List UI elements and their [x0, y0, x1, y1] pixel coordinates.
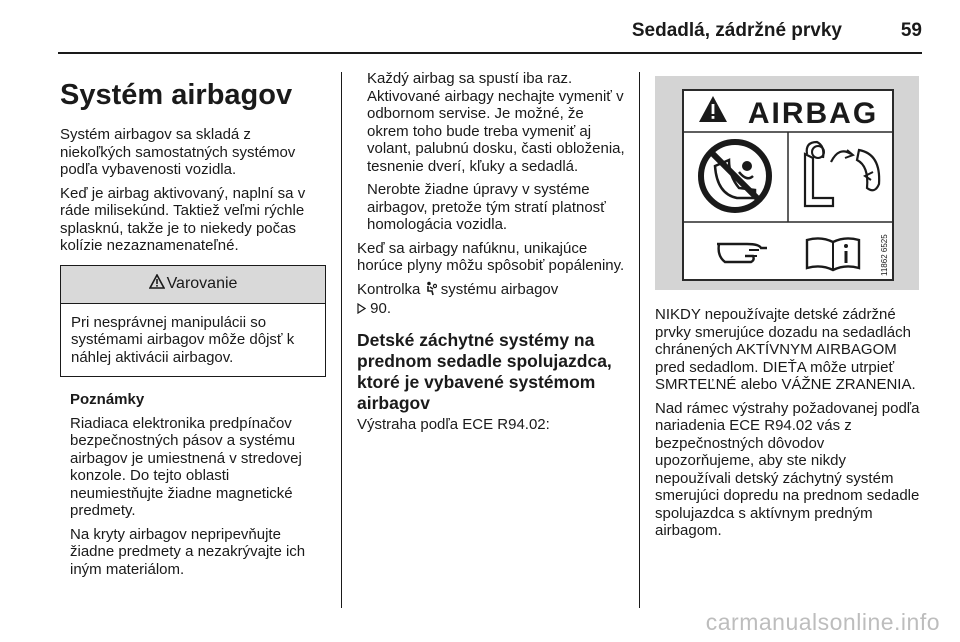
watermark: carmanualsonline.info — [705, 609, 940, 635]
airbag-warning-label-figure — [655, 76, 919, 290]
paragraph: Keď je airbag aktivovaný, naplní sa v ráde milisekúnd. Taktiež veľmi rýchle splasknú, takže je to niekedy počas kolízie nezaznamenateľné. — [60, 184, 306, 254]
warning-triangle-icon — [149, 274, 165, 294]
warning-body — [61, 304, 325, 377]
page-header — [0, 18, 960, 48]
paragraph: NIKDY nepoužívajte detské zádržné prvky smerujúce dozadu na sedadlách chránených AKTÍVNYM AIRBAGOM pred sedadlom. DIEŤA môže utrpieť SMRTEĽNÉ alebo VÁŽNE ZRANENIA. — [655, 306, 916, 393]
indented-block — [357, 70, 629, 234]
column-divider — [639, 72, 640, 608]
note-block — [60, 391, 326, 578]
paragraph: Výstraha podľa ECE R94.02: — [357, 415, 550, 433]
lamp-ref-suffix: systému airbagov — [440, 280, 559, 298]
note-paragraph: Na kryty airbagov nepripevňujte žiadne predmety a nezakrývajte ich iným materiálom. — [70, 525, 306, 578]
column-divider — [341, 72, 342, 608]
chapter-title: Sedadlá, zádržné prvky — [631, 20, 842, 41]
warning-label: Varovanie — [166, 275, 238, 293]
note-title: Poznámky — [70, 391, 145, 408]
warning-header — [61, 266, 325, 304]
column-3 — [655, 70, 923, 546]
paragraph — [357, 281, 629, 318]
page-number: 59 — [900, 20, 922, 41]
label-code: 11862 6525 — [880, 234, 889, 276]
header-rule — [58, 52, 922, 54]
column-1 — [60, 70, 326, 584]
warning-box — [60, 265, 326, 378]
page-reference[interactable]: 90. — [370, 300, 392, 317]
airbag-seat-icon — [425, 281, 437, 301]
paragraph: Systém airbagov sa skladá z niekoľkých samostatných systémov podľa vybavenosti vozidla. — [60, 126, 296, 178]
paragraph: Nad rámec výstrahy požadovanej podľa nariadenia ECE R94.02 vás z bezpečnostných dôvodov upozorňujeme, aby ste nikdy nepoužívali detský záchytný systém smerujúci dopredu na prednom sedadle spolujazdca s aktívnym predným airbagom. — [655, 399, 920, 539]
page-reference-icon[interactable] — [357, 300, 370, 317]
paragraph: Keď sa airbagy nafúknu, unikajúce horúce plyny môžu spôsobiť popáleniny. — [357, 239, 625, 274]
subsection-heading: Detské záchytné systémy na prednom sedadle spolujazdca, ktoré je vybavené systémom airbagov — [357, 329, 612, 413]
airbag-label-text: AIRBAG — [747, 97, 879, 130]
paragraph: Každý airbag sa spustí iba raz. Aktivované airbagy nechajte vymeniť v odbornom servise. Je možné, že okrem toho bude treba vymeniť aj volant, palubnú dosku, časti obloženia, tesnenie dverí, kľuky a sedadlá. — [367, 70, 625, 175]
warning-text: Pri nesprávnej manipulácii so systémami airbagov môže dôjsť k náhlej aktivácii airbagov. — [71, 313, 295, 366]
paragraph: Nerobte žiadne úpravy v systéme airbagov, pretože tým stratí platnosť homologácia vozidla. — [367, 181, 606, 233]
note-paragraph: Riadiaca elektronika predpínačov bezpečnostných pásov a systému airbagov je umiestnená v stredovej konzole. Do tejto oblasti neumiestňujte žiadne magnetické predmety. — [70, 414, 302, 519]
lamp-ref-prefix: Kontrolka — [357, 280, 421, 298]
column-2 — [357, 70, 629, 439]
section-heading: Systém airbagov — [60, 79, 293, 111]
